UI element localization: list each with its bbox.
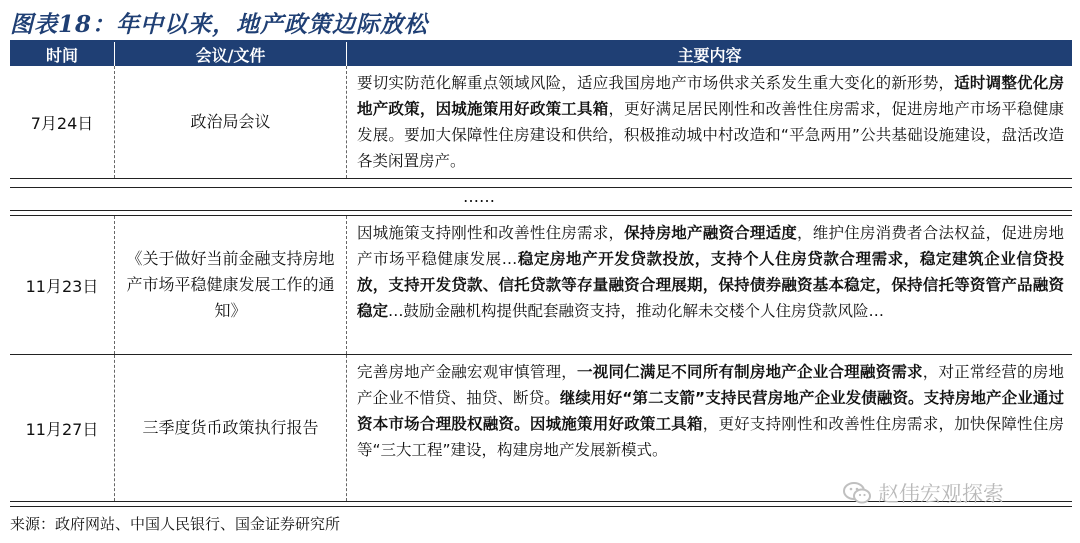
content-seg: 完善房地产金融宏观审慎管理，: [357, 363, 578, 381]
policy-table: [10, 42, 1072, 502]
content-seg-bold: 适时调整优化房地产政策，因城施策用好政策工具箱: [357, 74, 1064, 118]
content-seg: ，更好满足居民刚性和改善性住房需求，促进房地产市场平稳健康发展。要加大保障性住房建设和供给，积极推动城中村改造和“平急两用”公共基础设施建设，盘活改造各类闲置房产。: [357, 100, 1064, 170]
row-content: [347, 216, 1072, 354]
table-row: [10, 216, 1072, 355]
table-row: [10, 66, 1072, 179]
row-content: [347, 66, 1072, 178]
content-seg: 因城施策支持刚性和改善性住房需求，: [357, 224, 625, 242]
watermark: [842, 478, 1004, 508]
table-header: [10, 42, 1072, 66]
wechat-icon: [842, 480, 872, 506]
ellipsis-text: ……: [463, 187, 496, 206]
header-time: 时间: [10, 42, 115, 66]
header-content: 主要内容: [677, 45, 742, 65]
content-seg-bold: 稳定房地产开发贷款投放，支持个人住房贷款合理需求，稳定建筑企业信贷投放，支持开发贷款、信托贷款等存量融资合理展期，保持债券融资基本稳定，保持信托等资管产品融资稳定: [357, 250, 1064, 320]
content-seg-bold: 保持房地产融资合理适度: [624, 224, 798, 242]
row-date: 11月23日: [10, 216, 115, 354]
ellipsis-row: [10, 188, 1072, 211]
row-gap: [10, 179, 1072, 188]
header-meeting: 会议/文件: [115, 42, 347, 66]
content-seg: ，对正常经营的房地产企业不惜贷、抽贷、断贷。: [357, 363, 1064, 407]
watermark-text: 赵伟宏观探索: [878, 482, 1004, 506]
row-meeting: 《关于做好当前金融支持房地产市场平稳健康发展工作的通知》: [115, 216, 347, 354]
row-date: 11月27日: [10, 355, 115, 501]
figure-title: 图表18：年中以来，地产政策边际放松: [10, 11, 429, 38]
source-note: 来源：政府网站、中国人民银行、国金证券研究所: [10, 515, 341, 533]
content-seg: ，维护住房消费者合法权益，促进房地产市场平稳健康发展…: [357, 224, 1064, 268]
content-seg: 要切实防范化解重点领域风险，适应我国房地产市场供求关系发生重大变化的新形势，: [357, 74, 955, 92]
content-seg-bold: 继续用好“第二支箭”支持民营房地产企业发债融资。支持房地产企业通过资本市场合理股权融资。因城施策用好政策工具箱: [357, 389, 1064, 433]
content-seg: ，更好支持刚性和改善性住房需求，加快保障性住房等“三大工程”建设，构建房地产发展新模式。: [357, 415, 1064, 459]
content-seg: …鼓励金融机构提供配套融资支持，推动化解未交楼个人住房贷款风险…: [388, 302, 885, 320]
row-date: 7月24日: [10, 66, 115, 178]
row-meeting: 三季度货币政策执行报告: [115, 355, 347, 501]
row-meeting: 政治局会议: [115, 66, 347, 178]
content-seg-bold: 一视同仁满足不同所有制房地产企业合理融资需求: [577, 363, 923, 381]
